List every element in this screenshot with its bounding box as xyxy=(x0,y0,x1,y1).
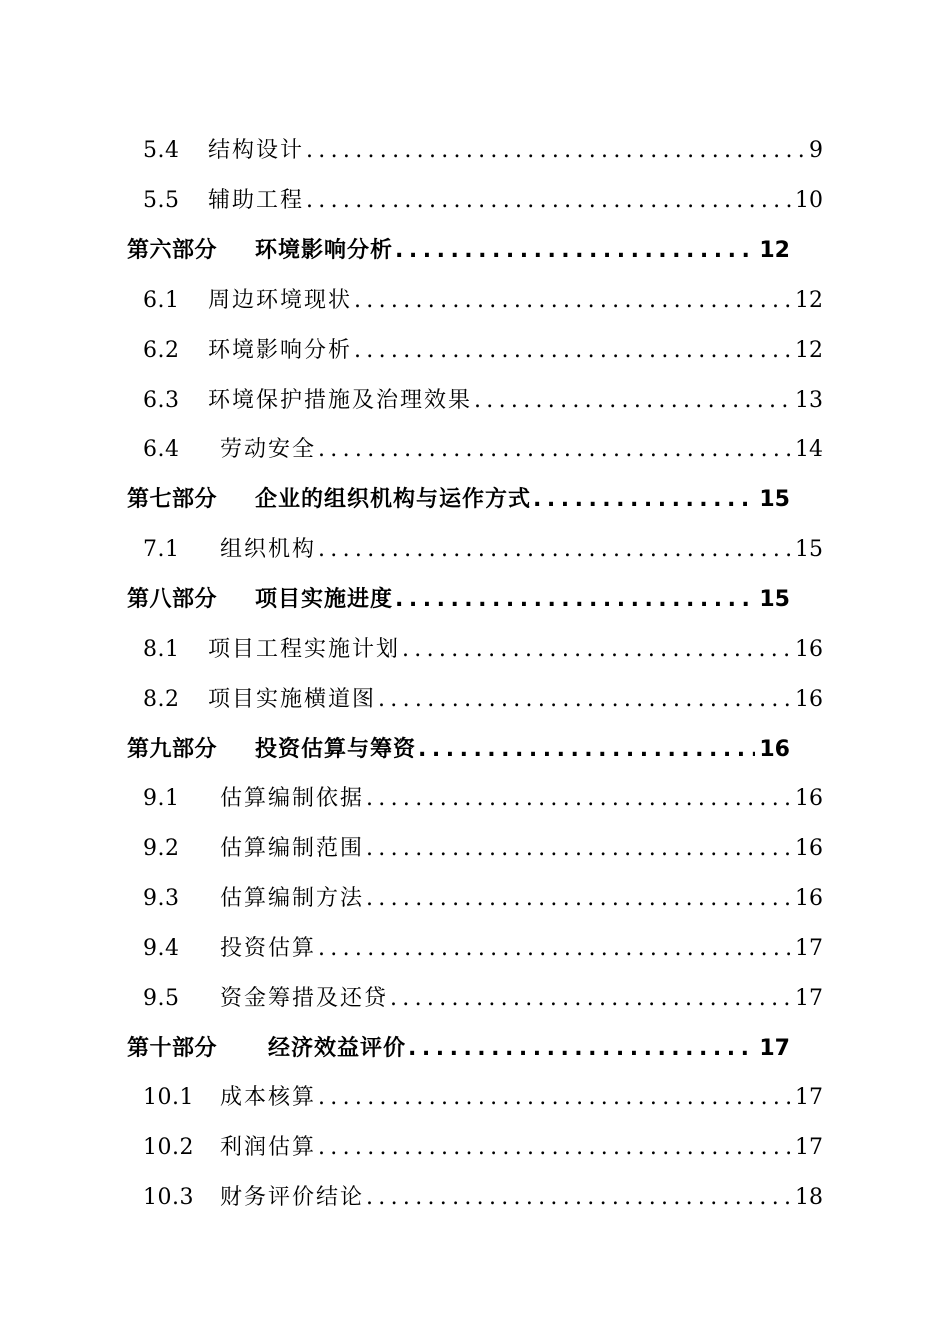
toc-page-number: 10 xyxy=(795,188,823,214)
toc-dot-leader xyxy=(408,1036,755,1061)
toc-section-entry[interactable] xyxy=(0,274,950,324)
toc-entry-title: 投资估算与筹资 xyxy=(255,736,417,762)
toc-dot-leader xyxy=(354,288,791,313)
toc-entry-line xyxy=(143,333,823,364)
toc-dot-leader xyxy=(318,1135,791,1160)
toc-entry-line xyxy=(143,1180,823,1211)
toc-section-entry[interactable] xyxy=(0,174,950,224)
toc-part-entry[interactable] xyxy=(0,722,950,772)
toc-entry-title: 投资估算 xyxy=(220,935,317,961)
toc-entry-number: 10.2 xyxy=(143,1135,194,1161)
toc-section-entry[interactable] xyxy=(0,1171,950,1221)
toc-entry-line xyxy=(143,1130,823,1161)
toc-dot-leader xyxy=(354,338,791,363)
toc-dot-leader xyxy=(395,238,755,263)
toc-entry-line xyxy=(143,981,823,1012)
toc-page-number: 17 xyxy=(795,935,823,961)
toc-dot-leader xyxy=(378,687,791,712)
toc-dot-leader xyxy=(366,836,791,861)
toc-page-number: 15 xyxy=(759,487,790,513)
toc-entry-number: 9.1 xyxy=(143,786,180,812)
toc-section-entry[interactable] xyxy=(0,872,950,922)
toc-entry-line xyxy=(127,582,790,613)
toc-entry-number: 8.2 xyxy=(143,686,180,712)
toc-section-entry[interactable] xyxy=(0,922,950,972)
toc-section-entry[interactable] xyxy=(0,1071,950,1121)
toc-entry-line xyxy=(127,732,790,763)
toc-entry-number: 9.5 xyxy=(143,985,180,1011)
toc-entry-line xyxy=(127,482,790,513)
toc-page-number: 16 xyxy=(795,886,823,912)
toc-entry-title: 成本核算 xyxy=(220,1085,317,1111)
toc-page-number: 13 xyxy=(795,387,823,413)
toc-entry-number: 9.3 xyxy=(143,886,180,912)
toc-entry-title: 财务评价结论 xyxy=(220,1185,365,1211)
toc-entry-line xyxy=(143,1080,823,1111)
toc-entry-line xyxy=(143,831,823,862)
toc-section-entry[interactable] xyxy=(0,423,950,473)
toc-section-entry[interactable] xyxy=(0,672,950,722)
toc-section-entry[interactable] xyxy=(0,1121,950,1171)
toc-dot-leader xyxy=(366,1185,791,1210)
toc-entry-title: 环境保护措施及治理效果 xyxy=(208,387,473,413)
toc-entry-number: 6.3 xyxy=(143,387,180,413)
toc-entry-title: 利润估算 xyxy=(220,1135,317,1161)
toc-page-number: 17 xyxy=(795,1135,823,1161)
toc-entry-title: 项目实施横道图 xyxy=(208,686,377,712)
toc-entry-title: 辅助工程 xyxy=(208,188,305,214)
toc-dot-leader xyxy=(366,786,791,811)
toc-page-number: 12 xyxy=(795,337,823,363)
toc-entry-line xyxy=(143,931,823,962)
toc-entry-line xyxy=(143,432,823,463)
toc-section-entry[interactable] xyxy=(0,124,950,174)
toc-entry-number: 7.1 xyxy=(143,537,180,563)
toc-part-entry[interactable] xyxy=(0,473,950,523)
toc-entry-number: 第十部分 xyxy=(127,1035,218,1061)
toc-page-number: 12 xyxy=(795,287,823,313)
toc-dot-leader xyxy=(533,487,755,512)
toc-entry-title: 项目实施进度 xyxy=(255,587,394,613)
toc-entry-number: 9.4 xyxy=(143,935,180,961)
toc-entry-number: 9.2 xyxy=(143,836,180,862)
toc-section-entry[interactable] xyxy=(0,772,950,822)
toc-page-number: 16 xyxy=(795,686,823,712)
toc-entry-title: 环境影响分析 xyxy=(255,238,394,264)
toc-entry-line xyxy=(127,233,790,264)
toc-entry-title: 估算编制依据 xyxy=(220,786,365,812)
toc-entry-title: 结构设计 xyxy=(208,138,305,164)
toc-entry-title: 周边环境现状 xyxy=(208,287,353,313)
toc-entry-line xyxy=(127,1031,790,1062)
toc-entry-title: 估算编制范围 xyxy=(220,836,365,862)
toc-entry-line xyxy=(143,383,823,414)
toc-entry-title: 资金筹措及还贷 xyxy=(220,985,389,1011)
toc-section-entry[interactable] xyxy=(0,523,950,573)
toc-dot-leader xyxy=(306,188,791,213)
toc-entry-title: 劳动安全 xyxy=(220,437,317,463)
toc-page-number: 17 xyxy=(795,1085,823,1111)
toc-dot-leader xyxy=(395,587,755,612)
toc-entry-title: 项目工程实施计划 xyxy=(208,636,401,662)
toc-dot-leader xyxy=(306,138,805,163)
toc-page-number: 15 xyxy=(795,537,823,563)
toc-page-number: 14 xyxy=(795,437,823,463)
toc-entry-number: 8.1 xyxy=(143,636,180,662)
toc-entry-number: 6.2 xyxy=(143,337,180,363)
toc-page-number: 16 xyxy=(759,736,790,762)
toc-entry-title: 组织机构 xyxy=(220,537,317,563)
toc-page-number: 17 xyxy=(759,1035,790,1061)
toc-page-number: 12 xyxy=(759,238,790,264)
toc-section-entry[interactable] xyxy=(0,373,950,423)
toc-page-number: 17 xyxy=(795,985,823,1011)
toc-part-entry[interactable] xyxy=(0,1021,950,1071)
toc-entry-number: 第六部分 xyxy=(127,238,218,264)
toc-entry-title: 估算编制方法 xyxy=(220,886,365,912)
toc-entry-number: 10.3 xyxy=(143,1185,194,1211)
toc-section-entry[interactable] xyxy=(0,822,950,872)
toc-entry-number: 6.4 xyxy=(143,437,180,463)
toc-dot-leader xyxy=(474,388,791,413)
toc-entry-title: 企业的组织机构与运作方式 xyxy=(255,487,532,513)
toc-page-number: 16 xyxy=(795,786,823,812)
toc-part-entry[interactable] xyxy=(0,573,950,623)
toc-entry-line xyxy=(143,183,823,214)
toc-entry-line xyxy=(143,632,823,663)
table-of-contents xyxy=(0,124,950,1221)
toc-page-number: 15 xyxy=(759,587,790,613)
toc-entry-number: 5.4 xyxy=(143,138,180,164)
toc-dot-leader xyxy=(318,936,791,961)
toc-entry-number: 6.1 xyxy=(143,287,180,313)
toc-dot-leader xyxy=(390,986,791,1011)
toc-page-number: 9 xyxy=(809,138,823,164)
toc-dot-leader xyxy=(418,737,755,762)
toc-entry-title: 环境影响分析 xyxy=(208,337,353,363)
toc-entry-line xyxy=(143,283,823,314)
toc-entry-title: 经济效益评价 xyxy=(268,1035,407,1061)
toc-dot-leader xyxy=(318,1085,791,1110)
toc-entry-line xyxy=(143,781,823,812)
toc-entry-number: 第七部分 xyxy=(127,487,218,513)
toc-entry-line xyxy=(143,532,823,563)
toc-entry-line xyxy=(143,133,823,164)
toc-page-number: 16 xyxy=(795,836,823,862)
toc-page-number: 18 xyxy=(795,1185,823,1211)
toc-dot-leader xyxy=(318,537,791,562)
toc-dot-leader xyxy=(402,637,791,662)
toc-entry-number: 5.5 xyxy=(143,188,180,214)
toc-page-number: 16 xyxy=(795,636,823,662)
toc-section-entry[interactable] xyxy=(0,971,950,1021)
toc-section-entry[interactable] xyxy=(0,622,950,672)
toc-part-entry[interactable] xyxy=(0,224,950,274)
toc-entry-number: 第八部分 xyxy=(127,587,218,613)
toc-entry-number: 10.1 xyxy=(143,1085,194,1111)
toc-entry-number: 第九部分 xyxy=(127,736,218,762)
toc-entry-line xyxy=(143,881,823,912)
toc-section-entry[interactable] xyxy=(0,323,950,373)
toc-dot-leader xyxy=(366,886,791,911)
toc-entry-line xyxy=(143,682,823,713)
toc-dot-leader xyxy=(318,437,791,462)
